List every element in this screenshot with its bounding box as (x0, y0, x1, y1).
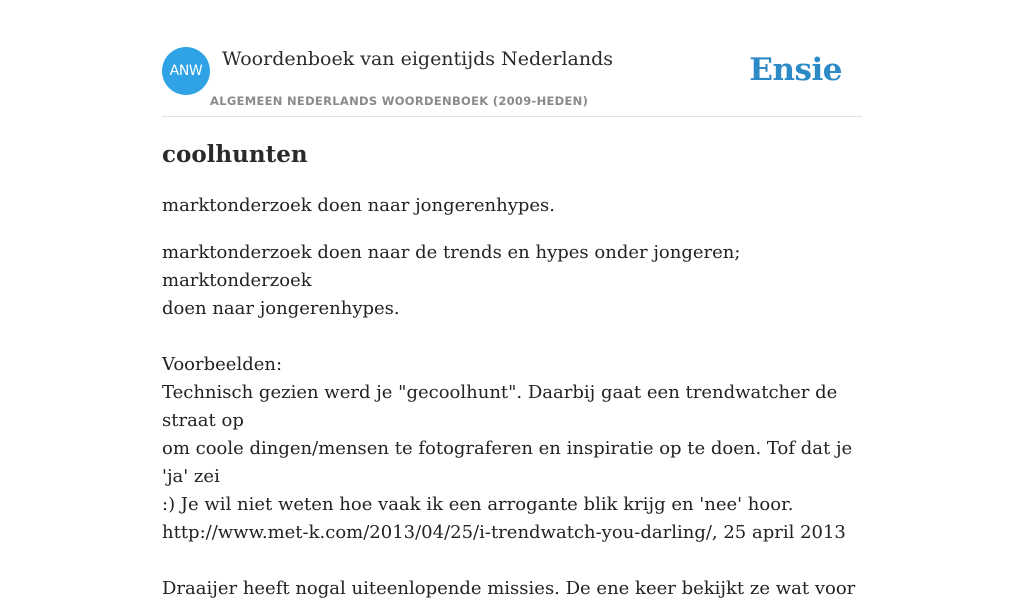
dictionary-subtitle: ALGEMEEN NEDERLANDS WOORDENBOEK (2009-HEDEN) (210, 94, 589, 108)
long-definition: marktonderzoek doen naar de trends en hypes onder jongeren; marktonderzoek doen naar jongerenhypes. Voorbeelden: Technisch gezien werd je "gecoolhunt". Daarbij gaat een trendwatcher de straat op om coole dingen/mensen te fotograferen en inspiratie op te doen. Tof dat je 'ja' zei :) Je wil niet weten hoe vaak ik een arrogante blik krijg en 'nee' hoor. http://www.met-k.com/2013/04/25/i-trendwatch-you-darling/, 25 april 2013 Draaijer heeft nogal uiteenlopende missies. De ene keer bekijkt ze wat voor (162, 242, 856, 599)
entry-term: coolhunten (162, 141, 308, 168)
dictionary-title[interactable]: Woordenboek van eigentijds Nederlands (222, 48, 614, 70)
entry-content (162, 138, 862, 603)
anw-logo[interactable]: ANW (162, 47, 210, 95)
ensie-logo[interactable]: Ensie (749, 52, 842, 88)
header (162, 40, 862, 117)
short-definition: marktonderzoek doen naar jongerenhypes. (162, 195, 555, 216)
